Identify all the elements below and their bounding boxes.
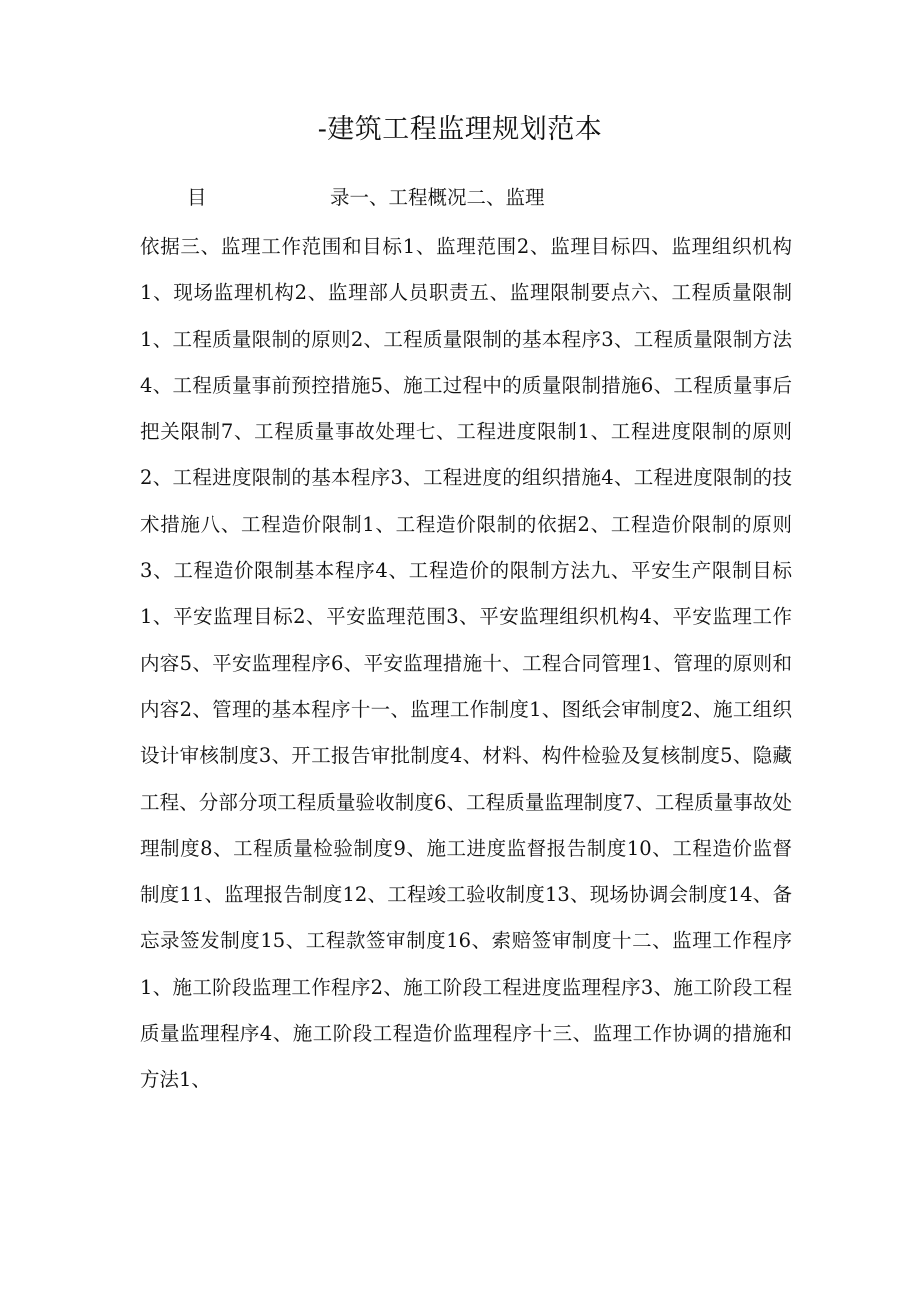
document-title: -建筑工程监理规划范本 [317,114,603,145]
toc-heading-line [0,176,920,220]
toc-heading-left: 目 [187,186,207,209]
toc-heading-right: 录一、工程概况二、监理 [330,186,545,209]
toc-body-text: 依据三、监理工作范围和目标1、监理范围2、监理目标四、监理组织机构1、现场监理机构2、监理部人员职责五、监理限制要点六、工程质量限制1、工程质量限制的原则2、工程质量限制的基本程序3、工程质量限制方法4、工程质量事前预控措施5、施工过程中的质量限制措施6、工程质量事后把关限制7、工程质量事故处理七、工程进度限制1、工程进度限制的原则2、工程进度限制的基本程序3、工程进度的组织措施4、工程进度限制的技术措施八、工程造价限制1、工程造价限制的依据2、工程造价限制的原则3、工程造价限制基本程序4、工程造价的限制方法九、平安生产限制目标1、平安监理目标2、平安监理范围3、平安监理组织机构4、平安监理工作内容5、平安监理程序6、平安监理措施十、工程合同管理1、管理的原则和内容2、管理的基本程序十一、监理工作制度1、图纸会审制度2、施工组织设计审核制度3、开工报告审批制度4、材料、构件检验及复核制度5、隐藏工程、分部分项工程质量验收制度6、工程质量监理制度7、工程质量事故处理制度8、工程质量检验制度9、施工进度监督报告制度10、工程造价监督制度11、监理报告制度12、工程竣工验收制度13、现场协调会制度14、备忘录签发制度15、工程款签审制度16、索赔签审制度十二、监理工作程序1、施工阶段监理工作程序2、施工阶段工程进度监理程序3、施工阶段工程质量监理程序4、施工阶段工程造价监理程序十三、监理工作协调的措施和方法1、 [140,235,792,1092]
